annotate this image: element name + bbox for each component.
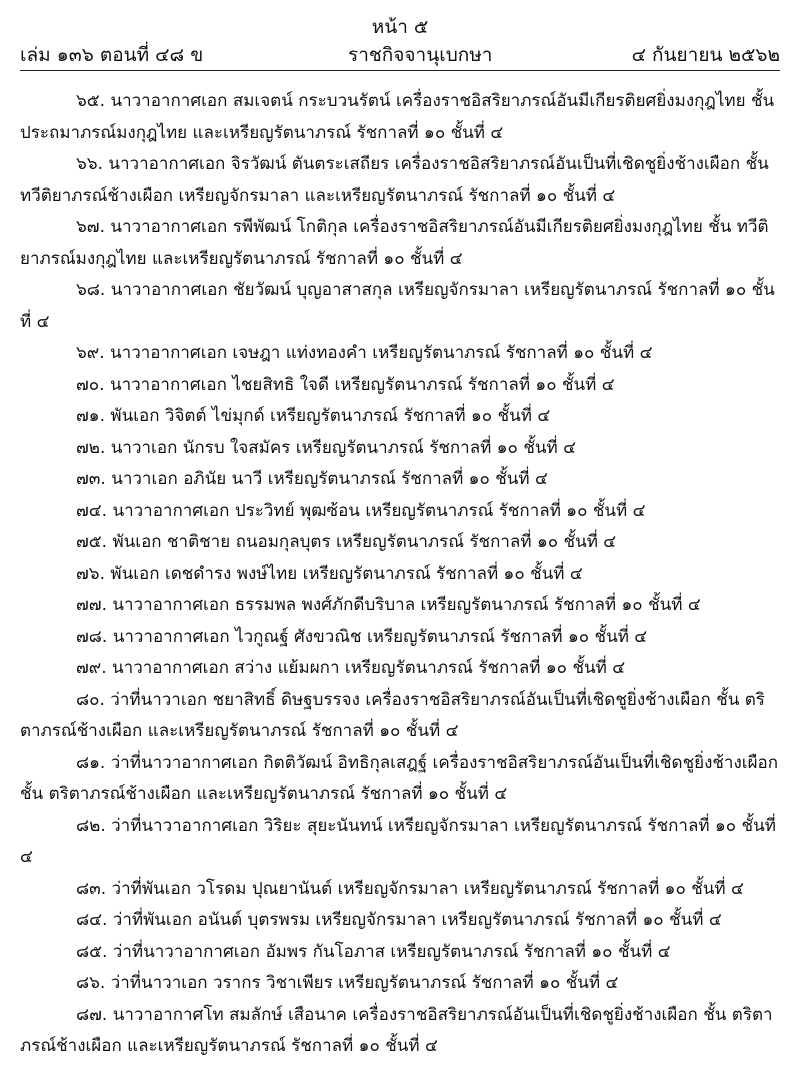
list-item: ๘๗. นาวาอากาศโท สมลักษ์ เสือนาค เครื่องราชอิสริยาภรณ์อันเป็นที่เชิดชูยิ่งช้างเผือก ชั้น ตริตาภรณ์ช้างเผือก และเหรียญรัตนาภรณ์ รัชกาลที่ ๑๐ ชั้นที่ ๔ xyxy=(20,1004,773,1056)
list-item: ๗๘. นาวาอากาศเอก ไวกูณฐ์ ศังขวณิช เหรียญรัตนาภรณ์ รัชกาลที่ ๑๐ ชั้นที่ ๔ xyxy=(76,626,648,647)
volume-issue: เล่ม ๑๓๖ ตอนที่ ๔๘ ข xyxy=(20,44,204,66)
publication-date: ๔ กันยายน ๒๕๖๒ xyxy=(631,44,780,66)
list-item: ๖๙. นาวาอากาศเอก เจษฎา แท่งทองคำ เหรียญรัตนาภรณ์ รัชกาลที่ ๑๐ ชั้นที่ ๔ xyxy=(76,343,653,363)
page-number: หน้า ๕ xyxy=(371,16,429,38)
list-item: ๘๕. ว่าที่นาวาอากาศเอก อัมพร กันโอภาส เหรียญรัตนาภรณ์ รัชกาลที่ ๑๐ ชั้นที่ ๔ xyxy=(76,941,671,962)
list-item: ๖๖. นาวาอากาศเอก จิรวัฒน์ ตันตระเสถียร เครื่องราชอิสริยาภรณ์อันเป็นที่เชิดชูยิ่งช้างเผือก ชั้น ทวีติยาภรณ์ช้างเผือก เหรียญจักรมาลา และเหรียญรัตนาภรณ์ รัชกาลที่ ๑๐ ชั้นที่ ๔ xyxy=(20,154,775,206)
list-item: ๗๓. นาวาเอก อภินัย นาวี เหรียญรัตนาภรณ์ รัชกาลที่ ๑๐ ชั้นที่ ๔ xyxy=(76,469,548,489)
list-item: ๗๗. นาวาอากาศเอก ธรรมพล พงศ์ภักดีบริบาล เหรียญรัตนาภรณ์ รัชกาลที่ ๑๐ ชั้นที่ ๔ xyxy=(76,595,701,615)
list-item: ๘๒. ว่าที่นาวาอากาศเอก วิริยะ สุยะนันทน์ เหรียญจักรมาลา เหรียญรัตนาภรณ์ รัชกาลที่ ๑๐ ชั้นที่ ๔ xyxy=(20,815,782,867)
list-item: ๗๒. นาวาเอก นักรบ ใจสมัคร เหรียญรัตนาภรณ์ รัชกาลที่ ๑๐ ชั้นที่ ๔ xyxy=(76,437,576,458)
entry-list xyxy=(20,86,784,1063)
list-item: ๘๓. ว่าที่พันเอก วโรดม ปุณยานันต์ เหรียญจักรมาลา เหรียญรัตนาภรณ์ รัชกาลที่ ๑๐ ชั้นที่ ๔ xyxy=(76,878,744,899)
gazette-title: ราชกิจจานุเบกษา xyxy=(348,44,493,66)
list-item: ๗๕. พันเอก ชาติชาย ถนอมกุลบุตร เหรียญรัตนาภรณ์ รัชกาลที่ ๑๐ ชั้นที่ ๔ xyxy=(76,532,617,552)
list-item: ๘๔. ว่าที่พันเอก อนันต์ บุตรพรม เหรียญจักรมาลา เหรียญรัตนาภรณ์ รัชกาลที่ ๑๐ ชั้นที่ ๔ xyxy=(76,910,722,930)
list-item: ๗๔. นาวาอากาศเอก ประวิทย์ พุฒซ้อน เหรียญรัตนาภรณ์ รัชกาลที่ ๑๐ ชั้นที่ ๔ xyxy=(76,500,646,521)
list-item: ๗๙. นาวาอากาศเอก สว่าง แย้มผกา เหรียญรัตนาภรณ์ รัชกาลที่ ๑๐ ชั้นที่ ๔ xyxy=(76,658,626,678)
list-item: ๗๑. พันเอก วิจิตต์ ไข่มุกด์ เหรียญรัตนาภรณ์ รัชกาลที่ ๑๐ ชั้นที่ ๔ xyxy=(76,406,551,426)
list-item: ๘๐. ว่าที่นาวาเอก ชยาสิทธิ์ ดิษฐบรรจง เครื่องราชอิสริยาภรณ์อันเป็นที่เชิดชูยิ่งช้างเผือก ชั้น ตริตาภรณ์ช้างเผือก และเหรียญรัตนาภรณ์ รัชกาลที่ ๑๐ ชั้นที่ ๔ xyxy=(20,689,765,741)
list-item: ๖๕. นาวาอากาศเอก สมเจตน์ กระบวนรัตน์ เครื่องราชอิสริยาภรณ์อันมีเกียรติยศยิ่งมงกุฎไทย ชั้น ประถมาภรณ์มงกุฎไทย และเหรียญรัตนาภรณ์ รัชกาลที่ ๑๐ ชั้นที่ ๔ xyxy=(20,91,780,143)
list-item: ๗๐. นาวาอากาศเอก ไชยสิทธิ ใจดี เหรียญรัตนาภรณ์ รัชกาลที่ ๑๐ ชั้นที่ ๔ xyxy=(76,374,615,395)
list-item: ๖๗. นาวาอากาศเอก รพีพัฒน์ โกติกุล เครื่องราชอิสริยาภรณ์อันมีเกียรติยศยิ่งมงกุฎไทย ชั้น ทวีติยาภรณ์มงกุฎไทย และเหรียญรัตนาภรณ์ รัชกาลที่ ๑๐ ชั้นที่ ๔ xyxy=(20,217,769,269)
header-divider xyxy=(20,70,780,71)
list-item: ๘๖. ว่าที่นาวาเอก วรากร วิชาเพียร เหรียญรัตนาภรณ์ รัชกาลที่ ๑๐ ชั้นที่ ๔ xyxy=(76,973,619,993)
list-item: ๖๘. นาวาอากาศเอก ชัยวัฒน์ บุญอาสาสกุล เหรียญจักรมาลา เหรียญรัตนาภรณ์ รัชกาลที่ ๑๐ ชั้นที่ ๔ xyxy=(20,280,775,332)
list-item: ๘๑. ว่าที่นาวาอากาศเอก กิตติวัฒน์ อิทธิกุลเสฎฐ์ เครื่องราชอิสริยาภรณ์อันเป็นที่เชิดชูยิ่งช้างเผือก ชั้น ตริตาภรณ์ช้างเผือก และเหรียญรัตนาภรณ์ รัชกาลที่ ๑๐ ชั้นที่ ๔ xyxy=(20,752,784,804)
gazette-header xyxy=(20,40,780,68)
list-item: ๗๖. พันเอก เดชดำรง พงษ์ไทย เหรียญรัตนาภรณ์ รัชกาลที่ ๑๐ ชั้นที่ ๔ xyxy=(76,563,583,584)
